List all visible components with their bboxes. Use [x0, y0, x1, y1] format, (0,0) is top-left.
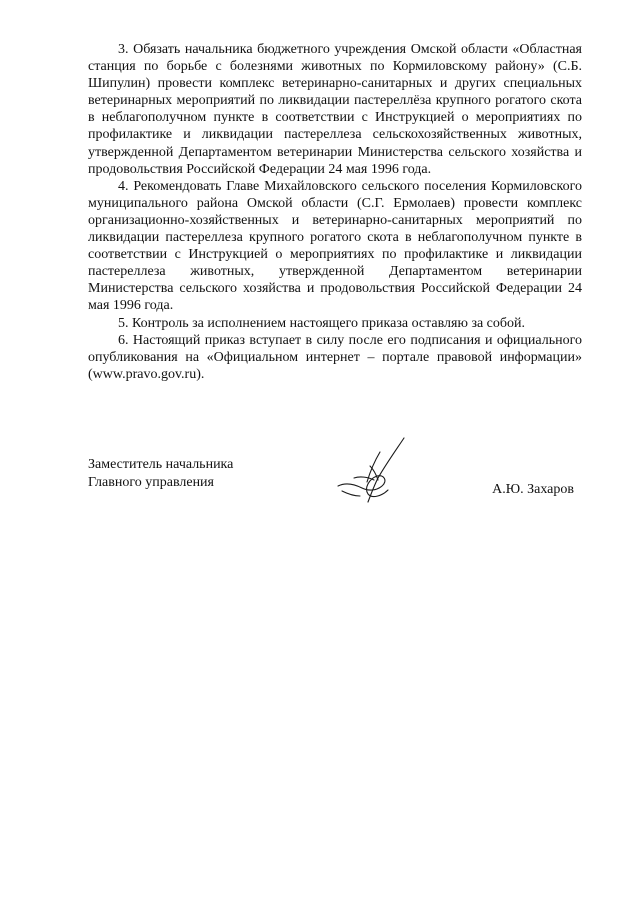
paragraph-item-6: 6. Настоящий приказ вступает в силу после его подписания и официального опубликования на «Официальном интернет – портале правовой информации» (www.pravo.gov.ru).: [88, 332, 582, 382]
signatory-name: А.Ю. Захаров: [492, 482, 574, 497]
signature-block: [88, 456, 582, 526]
document-body: [88, 41, 582, 383]
handwritten-signature: [334, 436, 414, 512]
paragraph-item-4: 4. Рекомендовать Главе Михайловского сельского поселения Кормиловского муниципального района Омской области (С.Г. Ермолаев) провести комплекс организационно-хозяйственных и ветеринарно-санитарных мероприятий по ликвидации пастереллеза крупного рогатого скота в неблагополучном пункте в соответствии с Инструкцией о мероприятиях по профилактике и ликвидации пастереллеза животных, утвержденной Департаментом ветеринарии Министерства сельского хозяйства и продовольствия Российской Федерации 24 мая 1996 года.: [88, 178, 582, 314]
paragraph-item-5: 5. Контроль за исполнением настоящего приказа оставляю за собой.: [118, 315, 526, 331]
signatory-title: [88, 456, 233, 491]
paragraph-item-3: 3. Обязать начальника бюджетного учреждения Омской области «Областная станция по борьбе с болезнями животных по Кормиловскому району» (С.Б. Шипулин) провести комплекс ветеринарно-санитарных и других специальных ветеринарных мероприятий по ликвидации пастереллёза крупного рогатого скота в неблагополучном пункте в соответствии с Инструкцией о мероприятиях по профилактике и ликвидации пастереллеза сельскохозяйственных животных, утвержденной Департаментом ветеринарии Министерства сельского хозяйства и продовольствия Российской Федерации 24 мая 1996 года.: [88, 42, 582, 177]
signatory-title-line-1: Заместитель начальника: [88, 457, 234, 472]
signatory-title-line-2: Главного управления: [88, 474, 214, 490]
